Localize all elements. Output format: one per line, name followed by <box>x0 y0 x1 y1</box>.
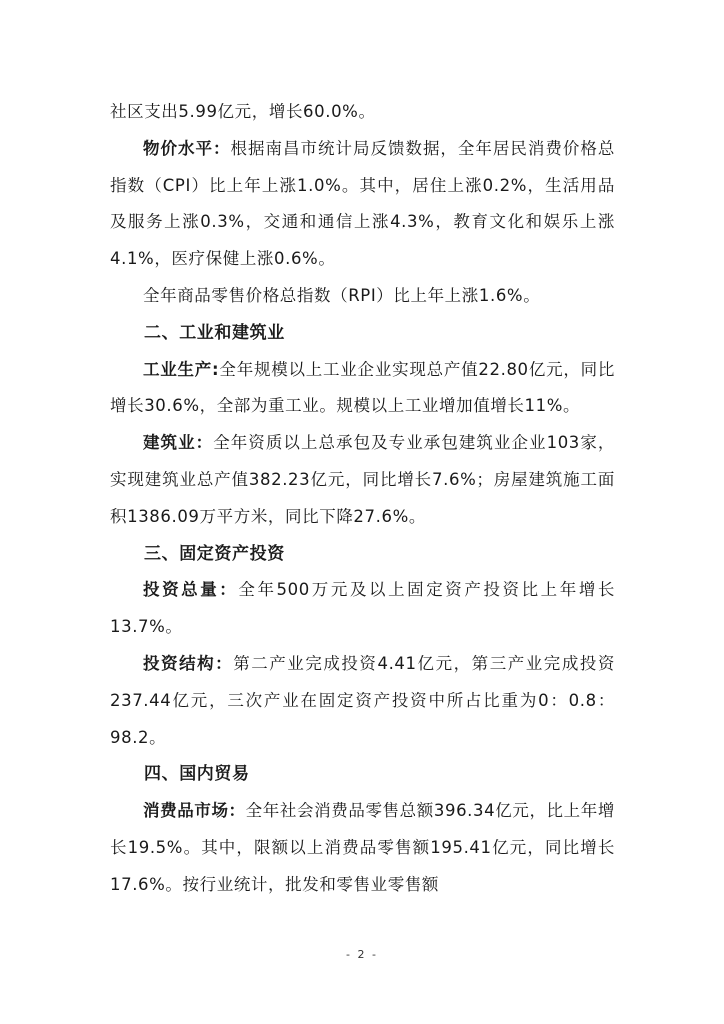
paragraph-text: 全年规模以上工业企业实现总产值22.80亿元，同比增长30.6%，全部为重工业。规模以上工业增加值增长11%。 <box>110 359 615 416</box>
paragraph-continuation <box>110 94 615 131</box>
paragraph-text: 全年社会消费品零售总额396.34亿元，比上年增长19.5%。其中，限额以上消费品零售额195.41亿元，同比增长17.6%。按行业统计，批发和零售业零售额 <box>110 801 615 894</box>
paragraph-rpi <box>110 278 615 315</box>
page-number: - 2 - <box>346 948 378 961</box>
paragraph-price-level <box>110 131 615 278</box>
paragraph-consumer-market <box>110 793 615 903</box>
paragraph-lead: 物价水平： <box>143 138 231 158</box>
paragraph-lead: 建筑业： <box>143 433 214 453</box>
paragraph-text: 全年商品零售价格总指数（RPI）比上年上涨1.6%。 <box>143 285 541 305</box>
document-body <box>110 94 615 904</box>
paragraph-text: 社区支出5.99亿元，增长60.0%。 <box>110 102 376 121</box>
section-heading-fixed-assets: 三、固定资产投资 <box>144 543 285 564</box>
paragraph-lead: 投资总量： <box>143 580 239 600</box>
paragraph-text: 全年500万元及以上固定资产投资比上年增长13.7%。 <box>110 580 616 637</box>
paragraph-text: 全年资质以上总承包及专业承包建筑业企业103家，实现建筑业总产值382.23亿元，同比增长7.6%；房屋建筑施工面积1386.09万平方米，同比下降27.6%。 <box>110 433 615 526</box>
paragraph-investment-structure <box>110 646 615 756</box>
paragraph-lead: 投资结构： <box>143 653 234 673</box>
paragraph-text: 根据南昌市统计局反馈数据，全年居民消费价格总指数（CPI）比上年上涨1.0%。其中，居住上涨0.2%，生活用品及服务上涨0.3%，交通和通信上涨4.3%，教育文化和娱乐上涨4.1%，医疗保健上涨0.6%。 <box>110 138 616 269</box>
paragraph-lead: 消费品市场： <box>143 801 246 821</box>
section-heading-domestic-trade: 四、国内贸易 <box>144 764 250 785</box>
paragraph-construction <box>110 425 615 535</box>
section-heading-industry: 二、工业和建筑业 <box>144 322 285 343</box>
paragraph-industrial-production <box>110 352 615 426</box>
paragraph-investment-total <box>110 572 615 646</box>
paragraph-text: 第二产业完成投资4.41亿元，第三产业完成投资237.44亿元，三次产业在固定资产投资中所占比重为0：0.8：98.2。 <box>110 653 616 747</box>
paragraph-lead: 工业生产: <box>143 359 220 379</box>
